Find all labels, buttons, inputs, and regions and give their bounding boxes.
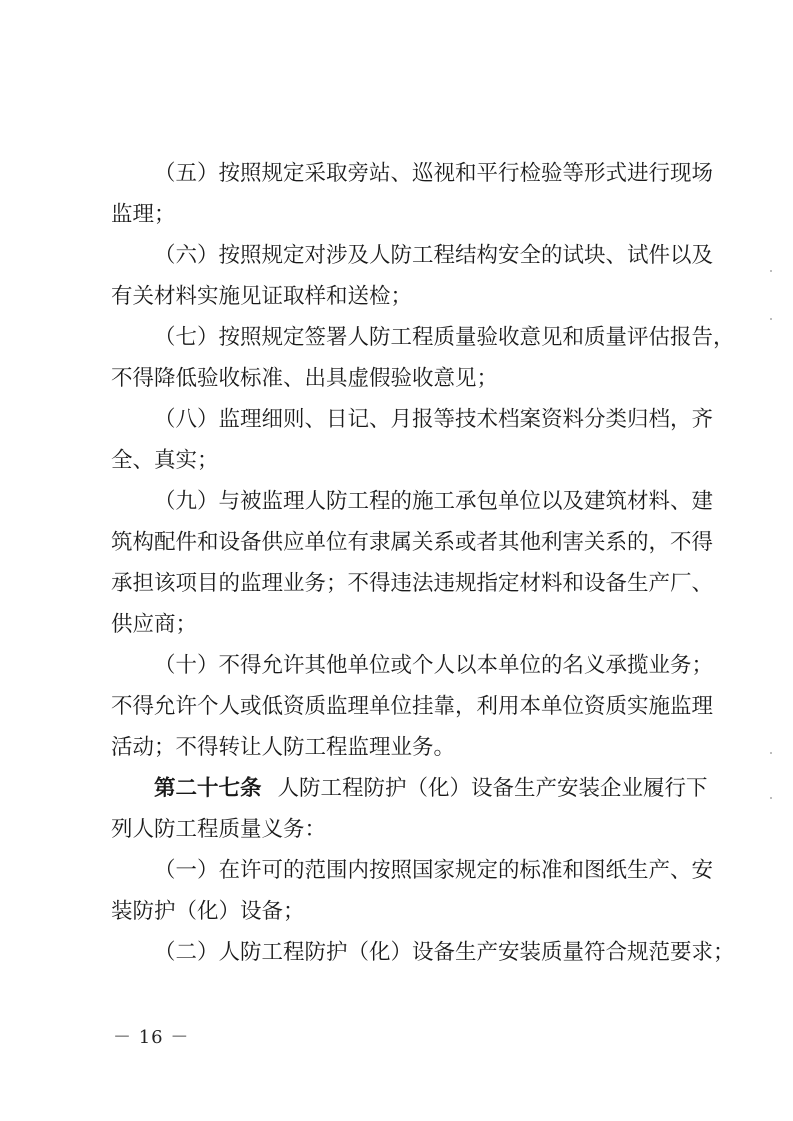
text-line: 监理； (111, 202, 176, 227)
text-line: 列人防工程质量义务： (111, 817, 327, 842)
text-line: （五）按照规定采取旁站、巡视和平行检验等形式进行现场 (154, 161, 714, 186)
scan-mark (770, 318, 772, 320)
text-line: 活动；不得转让人防工程监理业务。 (111, 735, 456, 760)
scan-mark (770, 270, 772, 272)
text-line: 有关材料实施见证取样和送检； (111, 284, 413, 309)
text-line: 筑构配件和设备供应单位有隶属关系或者其他利害关系的，不得 (111, 530, 714, 555)
text-line: （七）按照规定签署人防工程质量验收意见和质量评估报告， (154, 325, 735, 350)
text-line: （九）与被监理人防工程的施工承包单位以及建筑材料、建 (154, 489, 714, 514)
text-line: 装防护（化）设备； (111, 899, 305, 924)
text-line: 不得降低验收标准、出具虚假验收意见； (111, 366, 499, 391)
page-number: － 16 － (113, 1027, 190, 1048)
text-line: （一）在许可的范围内按照国家规定的标准和图纸生产、安 (154, 858, 714, 883)
text-line: （八）监理细则、日记、月报等技术档案资料分类归档，齐 (154, 407, 714, 432)
text-line: 供应商； (111, 612, 198, 637)
article-line (154, 769, 711, 809)
text-line: 不得允许个人或低资质监理单位挂靠，利用本单位资质实施监理 (111, 694, 714, 719)
text-line: （十）不得允许其他单位或个人以本单位的名义承揽业务； (154, 653, 714, 678)
text-line: （二）人防工程防护（化）设备生产安装质量符合规范要求； (154, 940, 735, 965)
article-text: 人防工程防护（化）设备生产安装企业履行下 (277, 776, 708, 801)
article-number: 第二十七条 (154, 776, 262, 801)
scan-mark (770, 797, 772, 799)
text-line: 全、真实； (111, 448, 219, 473)
text-line: 承担该项目的监理业务；不得违法违规指定材料和设备生产厂、 (111, 571, 714, 596)
text-line: （六）按照规定对涉及人防工程结构安全的试块、试件以及 (154, 243, 714, 268)
scan-mark (770, 752, 772, 754)
